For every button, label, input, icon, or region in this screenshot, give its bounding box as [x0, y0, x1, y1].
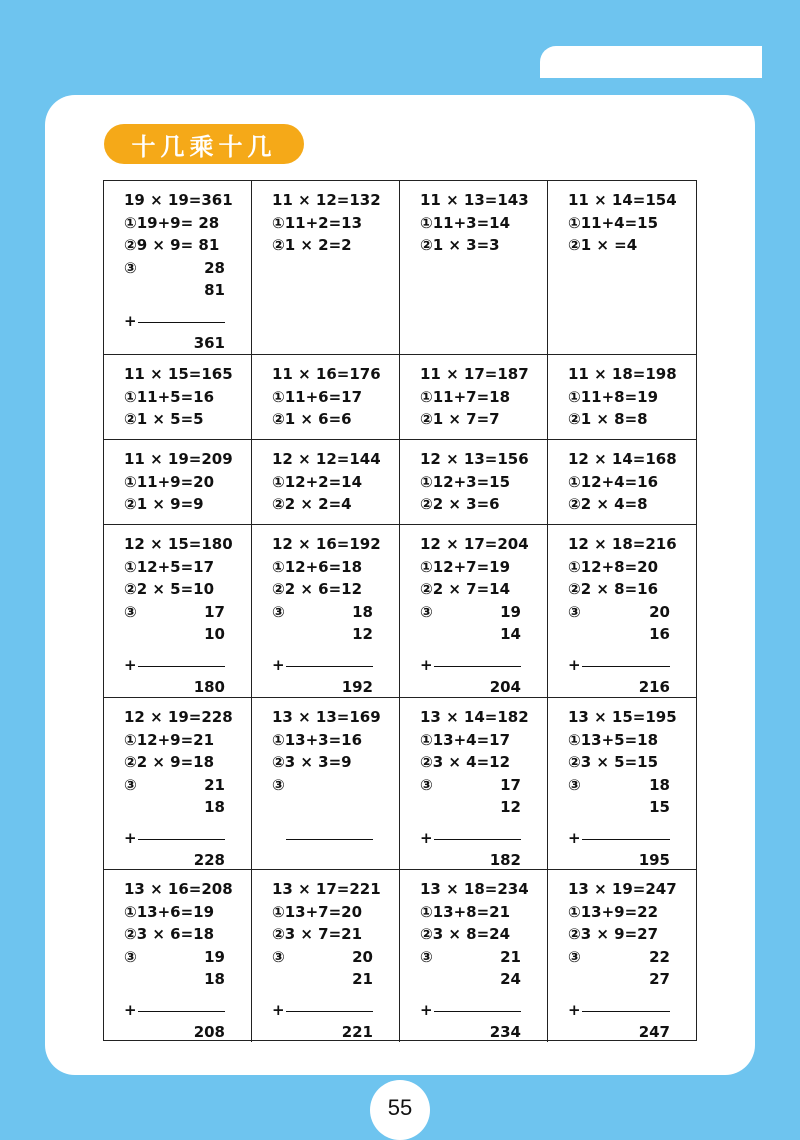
equation: 11 × 13=143 [420, 191, 529, 209]
partial-sum: 17 [500, 775, 521, 794]
final-result [272, 849, 399, 872]
step-1: ①13+5=18 [568, 730, 659, 749]
step-1: ①13+8=21 [420, 902, 511, 921]
step-2: ②2 × 3=6 [420, 495, 500, 513]
calc-cell [400, 698, 548, 870]
partial-product: 81 [204, 281, 225, 299]
partial-sum: 21 [204, 775, 225, 794]
partial-product: 24 [500, 970, 521, 988]
sum-rule [138, 322, 225, 323]
calc-cell [252, 355, 400, 440]
partial-sum: 20 [649, 602, 670, 621]
partial-product: 27 [649, 970, 670, 988]
partial-product: 18 [204, 798, 225, 816]
sum-rule [434, 839, 521, 840]
step-3-row [124, 946, 251, 969]
equation: 13 × 14=182 [420, 708, 529, 726]
step-3-row [124, 257, 251, 280]
equation: 12 × 19=228 [124, 708, 233, 726]
partial-sum: 22 [649, 947, 670, 966]
partial-product [272, 796, 399, 819]
equation: 12 × 12=144 [272, 450, 381, 468]
step-1: ①13+9=22 [568, 902, 659, 921]
sum-rule [582, 1011, 670, 1012]
calc-cell [548, 698, 696, 870]
final-result: 182 [489, 851, 521, 869]
plus-sign: + [124, 828, 137, 847]
step-1: ①11+3=14 [420, 213, 511, 232]
plus-sign: + [272, 1000, 285, 1019]
equation: 12 × 16=192 [272, 535, 381, 553]
partial-sum: 21 [500, 947, 521, 966]
final-result: 221 [341, 1023, 373, 1041]
partial-product: 14 [500, 625, 521, 643]
decorative-tab-strip [540, 46, 762, 78]
addition-line [124, 999, 251, 1022]
step-2: ②3 × 7=21 [272, 925, 363, 943]
step-3-row [420, 774, 547, 797]
partial-sum: 19 [204, 947, 225, 966]
step-3-row [124, 774, 251, 797]
step-1: ①12+2=14 [272, 472, 363, 491]
plus-sign: + [420, 655, 433, 674]
final-result: 361 [193, 334, 225, 352]
partial-sum: 17 [204, 602, 225, 621]
calc-cell [252, 181, 400, 355]
final-result: 180 [193, 678, 225, 696]
step-3-label: ③ [272, 602, 285, 621]
equation: 11 × 12=132 [272, 191, 381, 209]
step-1: ①12+6=18 [272, 557, 363, 576]
step-1: ①12+5=17 [124, 557, 215, 576]
final-result: 234 [489, 1023, 521, 1041]
equation: 13 × 13=169 [272, 708, 381, 726]
plus-sign: + [124, 655, 137, 674]
step-2: ②1 × 9=9 [124, 495, 204, 513]
step-1: ①19+9= 28 [124, 213, 220, 232]
step-1: ①12+4=16 [568, 472, 659, 491]
step-3-row [568, 946, 696, 969]
equation: 12 × 17=204 [420, 535, 529, 553]
step-2: ②1 × =4 [568, 236, 638, 254]
step-1: ①13+3=16 [272, 730, 363, 749]
step-3-row [420, 601, 547, 624]
step-3-label: ③ [568, 602, 581, 621]
plus-sign: + [272, 655, 285, 674]
step-2: ②2 × 9=18 [124, 753, 215, 771]
step-2: ②9 × 9= 81 [124, 236, 220, 254]
step-1: ①12+3=15 [420, 472, 511, 491]
partial-sum: 28 [204, 258, 225, 277]
calculation-grid [103, 180, 697, 1041]
partial-product: 15 [649, 798, 670, 816]
calc-cell [548, 525, 696, 698]
calc-cell [400, 440, 548, 525]
step-3-label: ③ [420, 947, 433, 966]
calc-cell [104, 440, 252, 525]
calc-cell [548, 355, 696, 440]
calc-cell [252, 525, 400, 698]
step-2: ②3 × 8=24 [420, 925, 511, 943]
sum-rule [286, 666, 373, 667]
step-3-row [420, 946, 547, 969]
plus-sign: + [420, 828, 433, 847]
step-3-label: ③ [420, 602, 433, 621]
equation: 12 × 14=168 [568, 450, 677, 468]
final-result: 204 [489, 678, 521, 696]
step-3-label: ③ [124, 602, 137, 621]
equation: 13 × 19=247 [568, 880, 677, 898]
step-2: ②3 × 9=27 [568, 925, 659, 943]
partial-product: 18 [204, 970, 225, 988]
plus-sign: + [568, 655, 581, 674]
calc-cell [252, 440, 400, 525]
calc-cell [104, 870, 252, 1042]
step-3-label: ③ [568, 775, 581, 794]
step-1: ①12+8=20 [568, 557, 659, 576]
step-3-row [272, 601, 399, 624]
step-3-row [272, 946, 399, 969]
equation: 11 × 15=165 [124, 365, 233, 383]
calc-cell [400, 870, 548, 1042]
equation: 11 × 14=154 [568, 191, 677, 209]
final-result: 195 [638, 851, 670, 869]
sum-rule [434, 666, 521, 667]
partial-sum: 19 [500, 602, 521, 621]
final-result: 228 [193, 851, 225, 869]
plus-sign: + [124, 311, 137, 330]
final-result: 247 [638, 1023, 670, 1041]
step-2: ②2 × 2=4 [272, 495, 352, 513]
calc-cell [548, 870, 696, 1042]
step-1: ①13+6=19 [124, 902, 215, 921]
equation: 11 × 19=209 [124, 450, 233, 468]
step-2: ②3 × 4=12 [420, 753, 511, 771]
equation: 11 × 17=187 [420, 365, 529, 383]
step-1: ①12+9=21 [124, 730, 215, 749]
addition-line [124, 654, 251, 677]
step-2: ②3 × 6=18 [124, 925, 215, 943]
step-1: ①12+7=19 [420, 557, 511, 576]
step-2: ②1 × 7=7 [420, 410, 500, 428]
sum-rule [138, 1011, 225, 1012]
calc-cell [400, 355, 548, 440]
step-1: ①11+9=20 [124, 472, 215, 491]
partial-product: 10 [204, 625, 225, 643]
step-1: ①11+6=17 [272, 387, 363, 406]
addition-line [420, 654, 547, 677]
equation: 13 × 17=221 [272, 880, 381, 898]
partial-product: 16 [649, 625, 670, 643]
plus-sign: + [420, 1000, 433, 1019]
step-2: ②2 × 4=8 [568, 495, 648, 513]
sum-rule [434, 1011, 521, 1012]
step-2: ②2 × 6=12 [272, 580, 363, 598]
calc-cell [104, 181, 252, 355]
sum-rule [286, 1011, 373, 1012]
step-2: ②1 × 6=6 [272, 410, 352, 428]
calc-cell [548, 440, 696, 525]
step-2: ②1 × 8=8 [568, 410, 648, 428]
plus-sign: + [124, 1000, 137, 1019]
page-number: 55 [370, 1080, 430, 1140]
calc-cell [104, 525, 252, 698]
step-3-row [568, 774, 696, 797]
section-title: 十几乘十几 [104, 124, 304, 164]
plus-sign: + [568, 1000, 581, 1019]
sum-rule [138, 839, 225, 840]
calc-cell [252, 698, 400, 870]
addition-line [124, 310, 251, 333]
plus-sign: + [568, 828, 581, 847]
equation: 12 × 18=216 [568, 535, 677, 553]
step-2: ②2 × 8=16 [568, 580, 659, 598]
step-3-label: ③ [420, 775, 433, 794]
partial-product: 21 [352, 970, 373, 988]
partial-product: 12 [500, 798, 521, 816]
step-1: ①11+2=13 [272, 213, 363, 232]
sum-rule [286, 839, 373, 840]
calc-cell [400, 525, 548, 698]
step-3-label: ③ [272, 947, 285, 966]
step-1: ①11+7=18 [420, 387, 511, 406]
final-result: 192 [341, 678, 373, 696]
addition-line [568, 999, 696, 1022]
sum-rule [582, 666, 670, 667]
step-3-label: ③ [272, 775, 285, 794]
step-1: ①11+5=16 [124, 387, 215, 406]
sum-rule [138, 666, 225, 667]
step-3-label: ③ [124, 775, 137, 794]
addition-line [568, 827, 696, 850]
final-result: 216 [638, 678, 670, 696]
step-1: ①11+4=15 [568, 213, 659, 232]
step-1: ①13+4=17 [420, 730, 511, 749]
step-3-label: ③ [124, 947, 137, 966]
partial-product: 12 [352, 625, 373, 643]
step-3-label: ③ [124, 258, 137, 277]
equation: 12 × 15=180 [124, 535, 233, 553]
calc-cell [548, 181, 696, 355]
addition-line [272, 827, 399, 850]
step-2: ②1 × 3=3 [420, 236, 500, 254]
addition-line [272, 654, 399, 677]
partial-sum: 18 [352, 602, 373, 621]
addition-line [420, 827, 547, 850]
equation: 19 × 19=361 [124, 191, 233, 209]
equation: 13 × 16=208 [124, 880, 233, 898]
step-2: ②1 × 2=2 [272, 236, 352, 254]
step-2: ②2 × 5=10 [124, 580, 215, 598]
step-3-row [124, 601, 251, 624]
step-2: ②1 × 5=5 [124, 410, 204, 428]
equation: 12 × 13=156 [420, 450, 529, 468]
equation: 13 × 15=195 [568, 708, 677, 726]
calc-cell [104, 355, 252, 440]
calc-cell [252, 870, 400, 1042]
addition-line [124, 827, 251, 850]
addition-line [272, 999, 399, 1022]
sum-rule [582, 839, 670, 840]
equation: 11 × 18=198 [568, 365, 677, 383]
step-1: ①11+8=19 [568, 387, 659, 406]
partial-sum: 20 [352, 947, 373, 966]
step-3-row [568, 601, 696, 624]
final-result: 208 [193, 1023, 225, 1041]
addition-line [568, 654, 696, 677]
equation: 13 × 18=234 [420, 880, 529, 898]
step-2: ②2 × 7=14 [420, 580, 511, 598]
partial-sum: 18 [649, 775, 670, 794]
step-3-label: ③ [568, 947, 581, 966]
step-2: ②3 × 5=15 [568, 753, 659, 771]
step-3-row [272, 774, 399, 797]
calc-cell [400, 181, 548, 355]
step-2: ②3 × 3=9 [272, 753, 352, 771]
step-1: ①13+7=20 [272, 902, 363, 921]
calc-cell [104, 698, 252, 870]
addition-line [420, 999, 547, 1022]
equation: 11 × 16=176 [272, 365, 381, 383]
